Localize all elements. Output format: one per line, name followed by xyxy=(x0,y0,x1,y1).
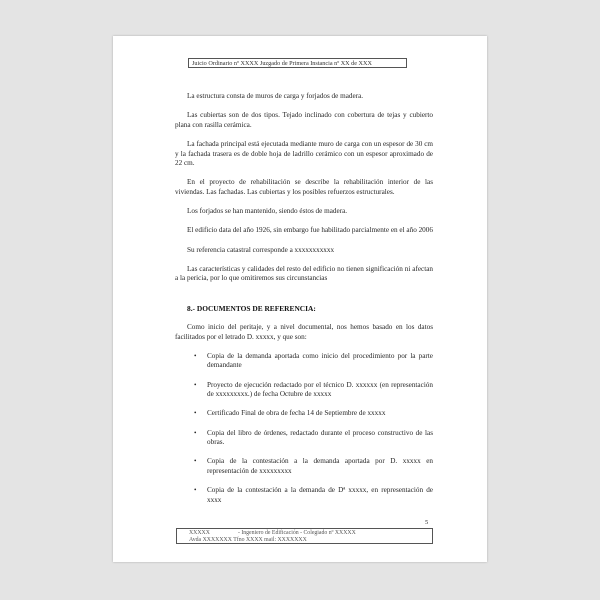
footer-line-2: Avda XXXXXXX Tfno XXXX mail: XXXXXXX xyxy=(189,537,307,543)
section-intro: Como inicio del peritaje, y a nivel documental, nos hemos basado en los datos facilitados por el letrado D. xxxxx, y que son: xyxy=(175,323,433,341)
bullet-icon: • xyxy=(194,457,197,466)
paragraph-cadastral: Su referencia catastral corresponde a xxxxxxxxxxx xyxy=(187,245,335,254)
paragraph-rehabilitation: En el proyecto de rehabilitación se describe la rehabilitación interior de las viviendas. Las fachadas. Las cubiertas y los posibles refuerzos estructurales. xyxy=(175,178,433,196)
list-item xyxy=(175,486,433,505)
paragraph-characteristics: Las características y calidades del resto del edificio no tienen significación ni afectan a la pericia, por lo que omitiremos sus circunstancias xyxy=(175,264,433,283)
document-body xyxy=(175,92,433,515)
footer-line-1 xyxy=(189,530,432,537)
list-item xyxy=(175,381,433,400)
header-text: Juicio Ordinario nº XXXX Juzgado de Primera Instancia nº XX de XXX xyxy=(192,60,372,67)
bullet-icon: • xyxy=(194,486,197,495)
bullet-icon: • xyxy=(194,428,197,437)
page-number: 5 xyxy=(425,519,429,526)
list-item xyxy=(175,352,433,371)
list-item-text: Copia del libro de órdenes, redactado durante el proceso constructivo de las obras. xyxy=(207,428,433,447)
list-item xyxy=(175,457,433,476)
list-item-text: Copia de la demanda aportada como inicio del procedimiento por la parte demandante xyxy=(207,351,433,370)
list-item-text: Certificado Final de obra de fecha 14 de Septiembre de xxxxx xyxy=(207,409,386,418)
paragraph-structure: La estructura consta de muros de carga y forjados de madera. xyxy=(187,92,364,100)
list-item xyxy=(175,429,433,448)
bullet-icon: • xyxy=(194,409,197,418)
list-item-text: Copia de la contestación a la demanda de Dª xxxxx, en representación de xxxx xyxy=(207,486,433,504)
paragraph-floors: Los forjados se han mantenido, siendo éstos de madera. xyxy=(187,207,348,216)
paragraph-building-date: El edificio data del año 1926, sin embargo fue habilitado parcialmente en el año 2006 xyxy=(187,226,433,235)
bullet-icon: • xyxy=(194,351,197,360)
footer-role: - Ingeniero de Edificación - Colegiado nº XXXXX xyxy=(237,530,356,536)
page-footer xyxy=(176,528,433,544)
document-page xyxy=(113,36,487,562)
list-item xyxy=(175,409,433,419)
footer-name: XXXXX xyxy=(189,530,210,536)
bullet-icon: • xyxy=(194,380,197,389)
paragraph-facade: La fachada principal está ejecutada mediante muro de carga con un espesor de 30 cm y la fachada trasera es de doble hoja de ladrillo cerámico con un espesor aproximado de 22 cm. xyxy=(175,139,433,168)
section-heading: 8.- DOCUMENTOS DE REFERENCIA: xyxy=(187,303,316,313)
page-header xyxy=(188,58,407,68)
list-item-text: Copia de la contestación a la demanda aportada por D. xxxxx en representación de xxxxxxxxx xyxy=(207,457,433,475)
paragraph-roofs: Las cubiertas son de dos tipos. Tejado inclinado con cobertura de tejas y cubierto plana con rasilla cerámica. xyxy=(175,111,433,129)
reference-documents-list xyxy=(175,352,433,506)
list-item-text: Proyecto de ejecución redactado por el técnico D. xxxxxx (en representación de xxxxxxxxx.) de fecha Octubre de xxxxx xyxy=(207,380,433,399)
